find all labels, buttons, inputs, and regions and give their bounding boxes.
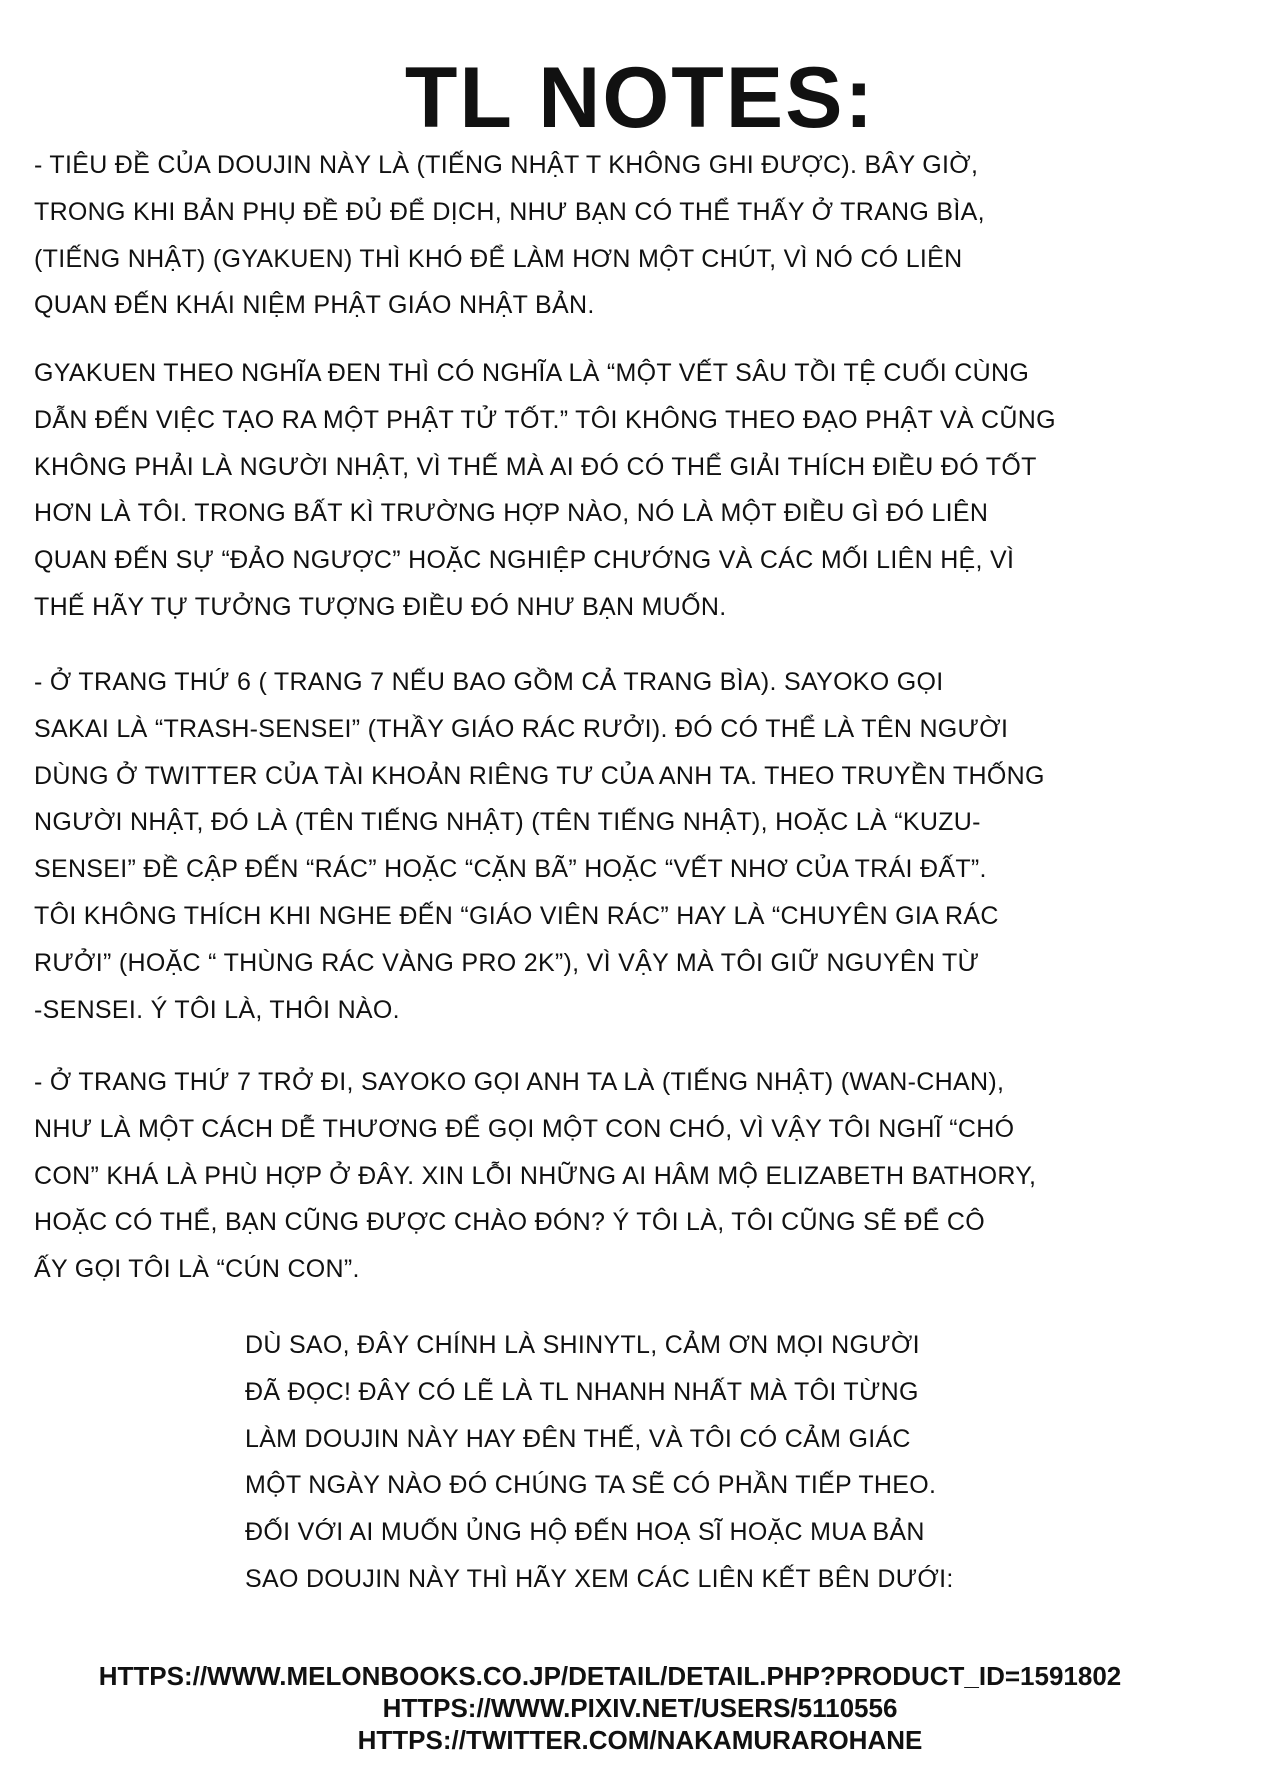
text-line: - Ở TRANG THỨ 7 TRỞ ĐI, SAYOKO GỌI ANH TA LÀ (TIẾNG NHẬT) (WAN-CHAN),: [34, 1068, 1005, 1096]
text-line: SAKAI LÀ “TRASH-SENSEI” (THẦY GIÁO RÁC RƯỞI). ĐÓ CÓ THỂ LÀ TÊN NGƯỜI: [34, 714, 1009, 743]
twitter-link: HTTPS://TWITTER.COM/NAKAMURAROHANE: [357, 1725, 923, 1755]
text-line: RƯỞI” (HOẶC “ THÙNG RÁC VÀNG PRO 2K”), VÌ VẬY MÀ TÔI GIỮ NGUYÊN TỪ: [34, 948, 980, 977]
source-links: [0, 1660, 1280, 1756]
text-line: THẾ HÃY TỰ TƯỞNG TƯỢNG ĐIỀU ĐÓ NHƯ BẠN MUỐN.: [34, 592, 727, 621]
page-title: TL NOTES:: [404, 50, 876, 146]
text-line: DÙ SAO, ĐÂY CHÍNH LÀ SHINYTL, CẢM ƠN MỌI NGƯỜI: [245, 1331, 920, 1359]
note-paragraph-1: [34, 142, 1264, 329]
text-line: HƠN LÀ TÔI. TRONG BẤT KÌ TRƯỜNG HỢP NÀO, NÓ LÀ MỘT ĐIỀU GÌ ĐÓ LIÊN: [34, 499, 989, 528]
text-line: LÀM DOUJIN NÀY HAY ĐÊN THẾ, VÀ TÔI CÓ CẢM GIÁC: [245, 1424, 911, 1453]
text-line: KHÔNG PHẢI LÀ NGƯỜI NHẬT, VÌ THẾ MÀ AI ĐÓ CÓ THỂ GIẢI THÍCH ĐIỀU ĐÓ TỐT: [34, 452, 1037, 481]
text-line: NHƯ LÀ MỘT CÁCH DỄ THƯƠNG ĐỂ GỌI MỘT CON CHÓ, VÌ VẬY TÔI NGHĨ “CHÓ: [34, 1114, 1015, 1143]
text-line: DÙNG Ở TWITTER CỦA TÀI KHOẢN RIÊNG TƯ CỦA ANH TA. THEO TRUYỀN THỐNG: [34, 761, 1045, 790]
text-line: ĐÃ ĐỌC! ĐÂY CÓ LẼ LÀ TL NHANH NHẤT MÀ TÔI TỪNG: [245, 1377, 919, 1406]
text-line: (TIẾNG NHẬT) (GYAKUEN) THÌ KHÓ ĐỂ LÀM HƠN MỘT CHÚT, VÌ NÓ CÓ LIÊN: [34, 244, 963, 273]
text-line: SAO DOUJIN NÀY THÌ HÃY XEM CÁC LIÊN KẾT BÊN DƯỚI:: [245, 1564, 954, 1593]
text-line: TRONG KHI BẢN PHỤ ĐỀ ĐỦ ĐỂ DỊCH, NHƯ BẠN CÓ THỂ THẤY Ở TRANG BÌA,: [34, 197, 985, 226]
closing-message: [245, 1322, 1245, 1603]
text-line: ĐỐI VỚI AI MUỐN ỦNG HỘ ĐẾN HOẠ SĨ HOẶC MUA BẢN: [245, 1518, 925, 1547]
text-line: - Ở TRANG THỨ 6 ( TRANG 7 NẾU BAO GỒM CẢ TRANG BÌA). SAYOKO GỌI: [34, 668, 944, 696]
note-paragraph-2: [34, 350, 1264, 631]
text-line: -SENSEI. Ý TÔI LÀ, THÔI NÀO.: [34, 995, 400, 1024]
text-line: MỘT NGÀY NÀO ĐÓ CHÚNG TA SẼ CÓ PHẦN TIẾP THEO.: [245, 1471, 937, 1500]
note-paragraph-3: [34, 659, 1264, 1033]
text-line: DẪN ĐẾN VIỆC TẠO RA MỘT PHẬT TỬ TỐT.” TÔI KHÔNG THEO ĐẠO PHẬT VÀ CŨNG: [34, 405, 1056, 434]
text-line: HOẶC CÓ THỂ, BẠN CŨNG ĐƯỢC CHÀO ĐÓN? Ý TÔI LÀ, TÔI CŨNG SẼ ĐỂ CÔ: [34, 1208, 986, 1237]
text-line: ẤY GỌI TÔI LÀ “CÚN CON”.: [34, 1255, 360, 1284]
text-line: QUAN ĐẾN SỰ “ĐẢO NGƯỢC” HOẶC NGHIỆP CHƯỚNG VÀ CÁC MỐI LIÊN HỆ, VÌ: [34, 546, 1015, 575]
text-line: CON” KHÁ LÀ PHÙ HỢP Ở ĐÂY. XIN LỖI NHỮNG AI HÂM MỘ ELIZABETH BATHORY,: [34, 1161, 1037, 1190]
note-paragraph-4: [34, 1059, 1264, 1293]
text-line: SENSEI” ĐỀ CẬP ĐẾN “RÁC” HOẶC “CẶN BÃ” HOẶC “VẾT NHƠ CỦA TRÁI ĐẤT”.: [34, 855, 987, 884]
pixiv-link: HTTPS://WWW.PIXIV.NET/USERS/5110556: [382, 1693, 898, 1723]
text-line: NGƯỜI NHẬT, ĐÓ LÀ (TÊN TIẾNG NHẬT) (TÊN TIẾNG NHẬT), HOẶC LÀ “KUZU-: [34, 808, 981, 837]
text-line: TÔI KHÔNG THÍCH KHI NGHE ĐẾN “GIÁO VIÊN RÁC” HAY LÀ “CHUYÊN GIA RÁC: [34, 901, 999, 930]
text-line: QUAN ĐẾN KHÁI NIỆM PHẬT GIÁO NHẬT BẢN.: [34, 291, 595, 320]
text-line: GYAKUEN THEO NGHĨA ĐEN THÌ CÓ NGHĨA LÀ “MỘT VẾT SÂU TỒI TỆ CUỐI CÙNG: [34, 359, 1030, 387]
text-line: - TIÊU ĐỀ CỦA DOUJIN NÀY LÀ (TIẾNG NHẬT T KHÔNG GHI ĐƯỢC). BÂY GIỜ,: [34, 151, 979, 179]
melonbooks-link: HTTPS://WWW.MELONBOOKS.CO.JP/DETAIL/DETAIL.PHP?PRODUCT_ID=1591802: [98, 1661, 1122, 1691]
